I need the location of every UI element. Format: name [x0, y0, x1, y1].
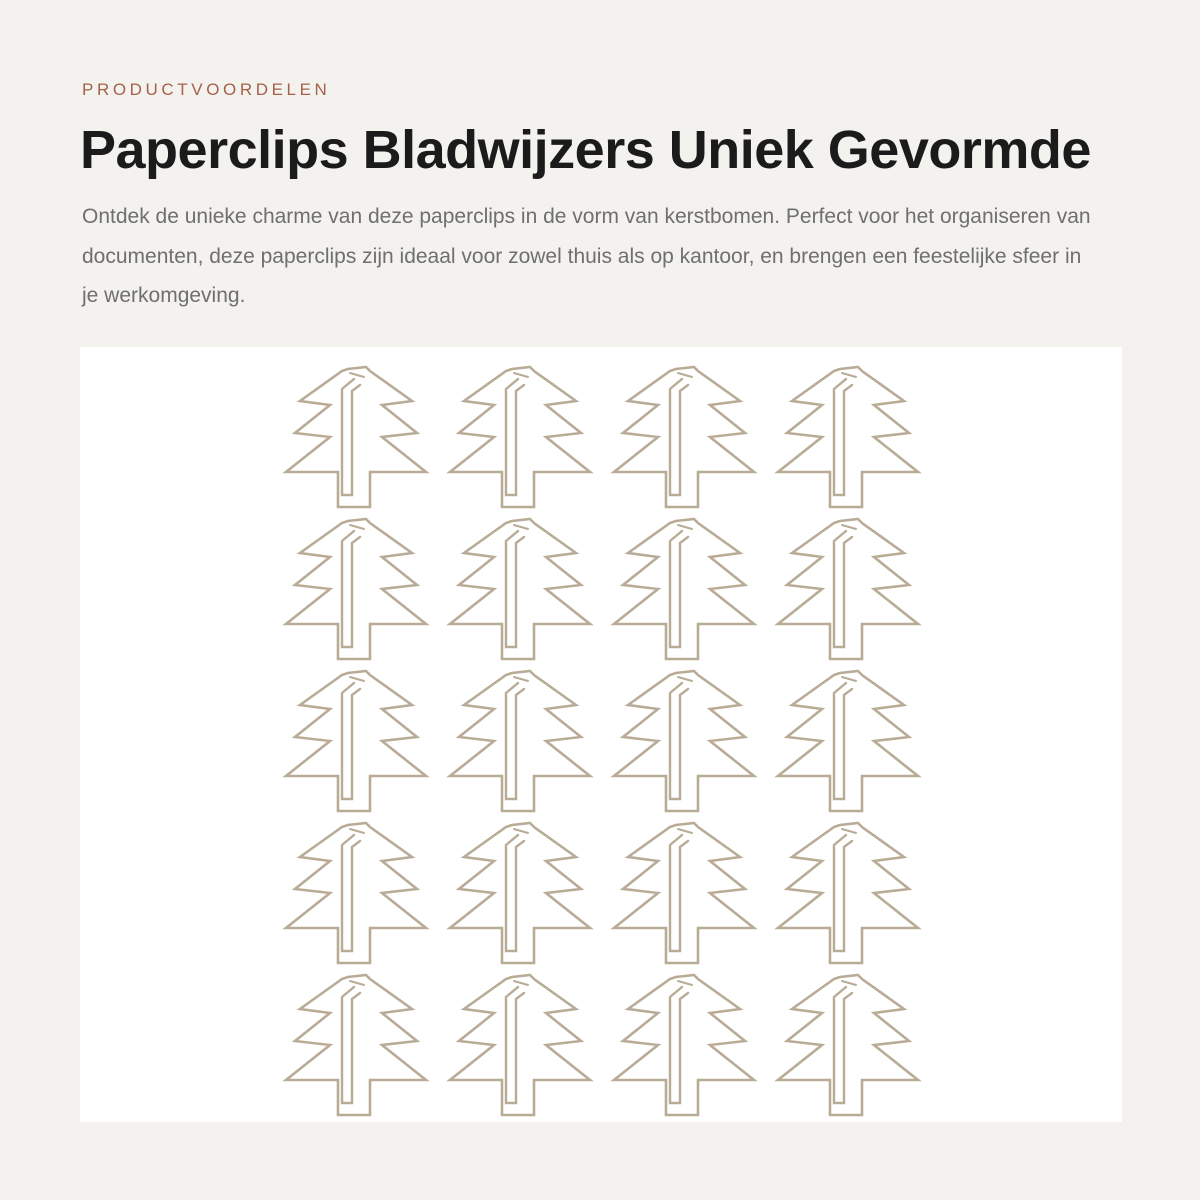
tree-paperclip	[614, 671, 754, 811]
tree-paperclip	[614, 367, 754, 507]
paperclip-grid-image	[80, 347, 1122, 1122]
tree-paperclip	[286, 671, 426, 811]
page-title: Paperclips Bladwijzers Uniek Gevormde	[80, 120, 1091, 180]
product-image-panel	[80, 347, 1122, 1122]
tree-paperclip	[286, 975, 426, 1115]
tree-paperclip	[450, 823, 590, 963]
tree-paperclip	[778, 671, 918, 811]
tree-paperclip	[614, 519, 754, 659]
tree-paperclip	[450, 519, 590, 659]
tree-paperclip	[614, 823, 754, 963]
tree-paperclip	[286, 823, 426, 963]
tree-paperclip	[778, 975, 918, 1115]
tree-paperclip	[614, 975, 754, 1115]
tree-paperclip	[450, 367, 590, 507]
tree-paperclip	[778, 519, 918, 659]
product-description: Ontdek de unieke charme van deze paperclips in de vorm van kerstbomen. Perfect voor het organiseren van documenten, deze paperclips zijn ideaal voor zowel thuis als op kantoor, en brengen een feestelijke sfeer in je werkomgeving.	[82, 205, 1091, 307]
tree-paperclip	[450, 671, 590, 811]
tree-paperclip	[286, 367, 426, 507]
tree-paperclip	[286, 519, 426, 659]
tree-paperclip	[450, 975, 590, 1115]
tree-paperclip	[778, 823, 918, 963]
eyebrow-label: PRODUCTVOORDELEN	[82, 80, 331, 99]
tree-paperclip	[778, 367, 918, 507]
